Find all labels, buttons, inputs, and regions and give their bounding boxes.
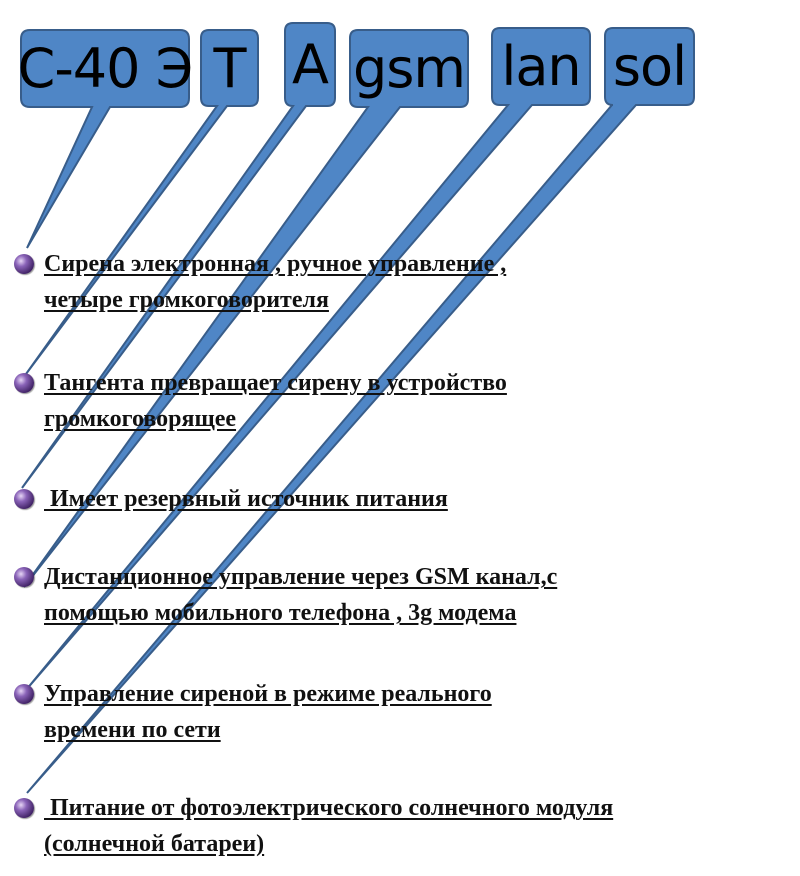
feature-text xyxy=(44,559,557,631)
feature-text xyxy=(44,481,448,517)
feature-line: помощью мобильного телефона , 3g модема xyxy=(44,600,517,626)
feature-line: Тангента превращает сирену в устройство xyxy=(44,370,507,396)
callout-sol-label: sol xyxy=(612,35,687,98)
bullet-icon xyxy=(14,489,34,509)
feature-line: Имеет резервный источник питания xyxy=(44,486,448,512)
callout-c40e-label: С-40 Э xyxy=(17,37,193,100)
feature-line: Управление сиреной в режиме реального xyxy=(44,681,492,707)
feature-text xyxy=(44,246,506,318)
feature-line: времени по сети xyxy=(44,717,221,743)
bullet-icon xyxy=(14,373,34,393)
feature-line: Сирена электронная , ручное управление , xyxy=(44,251,507,277)
feature-line: Питание от фотоэлектрического солнечного модуля xyxy=(44,795,614,821)
feature-text xyxy=(44,790,613,862)
callout-t-label: Т xyxy=(213,36,246,100)
bullet-icon xyxy=(14,798,34,818)
callout-a-label: А xyxy=(292,33,328,96)
feature-line: четыре громкоговорителя xyxy=(44,287,329,313)
feature-line: (солнечной батареи) xyxy=(44,831,265,857)
feature-text xyxy=(44,365,507,437)
feature-line: громкоговорящее xyxy=(44,406,237,432)
feature-line: Дистанционное управление через GSM канал,с xyxy=(44,564,558,590)
bullet-icon xyxy=(14,567,34,587)
feature-text xyxy=(44,676,492,748)
callout-lan-label: lan xyxy=(501,35,581,98)
bullet-icon xyxy=(14,684,34,704)
bullet-icon xyxy=(14,254,34,274)
callout-gsm-label: gsm xyxy=(352,37,465,100)
